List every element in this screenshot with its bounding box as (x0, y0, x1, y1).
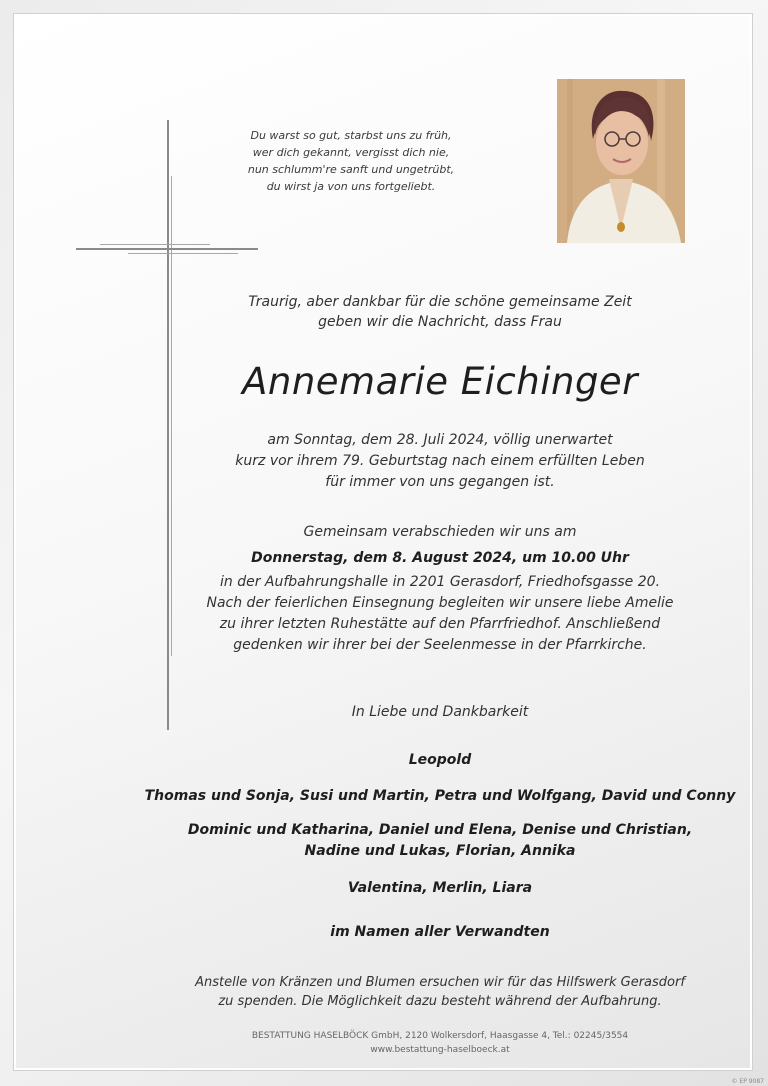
announcement-line: für immer von uns gegangen ist. (325, 474, 555, 490)
intro-text (180, 292, 700, 332)
family-grandchildren (180, 820, 700, 862)
intro-line: geben wir die Nachricht, dass Frau (318, 314, 562, 330)
cross-horizontal-line (76, 248, 258, 250)
donation-line: zu spenden. Die Möglichkeit dazu besteht während der Aufbahrung. (218, 994, 662, 1009)
deceased-name: Annemarie Eichinger (242, 360, 638, 403)
funeral-date: Donnerstag, dem 8. August 2024, um 10.00 Uhr (251, 550, 629, 566)
family-relatives: im Namen aller Verwandten (330, 924, 550, 940)
donation-note (180, 973, 700, 1011)
verse-line: Du warst so gut, starbst uns zu früh, (250, 129, 452, 142)
announcement-line: kurz vor ihrem 79. Geburtstag nach einem erfüllten Leben (235, 453, 645, 469)
funeral-home-website: www.bestattung-haselboeck.at (370, 1045, 510, 1055)
farewell-heading: Gemeinsam verabschieden wir uns am (303, 524, 577, 540)
verse-line: nun schlumm're sanft und ungetrübt, (247, 163, 455, 176)
family-spouse: Leopold (408, 752, 472, 768)
funeral-home-address: BESTATTUNG HASELBÖCK GmbH, 2120 Wolkersdorf, Haasgasse 4, Tel.: 02245/3554 (251, 1031, 629, 1041)
memorial-verse (236, 127, 466, 195)
announcement-text (180, 430, 700, 493)
cross-horizontal-line-thin (100, 244, 210, 245)
cross-horizontal-line-thin (128, 253, 238, 254)
cross-vertical-line (167, 120, 169, 730)
grandchildren-line: Nadine und Lukas, Florian, Annika (304, 843, 576, 859)
funeral-home-footer (180, 1029, 700, 1057)
closing-text: In Liebe und Dankbarkeit (351, 704, 529, 720)
funeral-detail-line: Nach der feierlichen Einsegnung begleiten wir unsere liebe Amelie (206, 595, 674, 611)
funeral-detail-line: in der Aufbahrungshalle in 2201 Gerasdorf, Friedhofsgasse 20. (219, 574, 661, 590)
portrait-image (557, 79, 685, 243)
funeral-detail-line: gedenken wir ihrer bei der Seelenmesse in der Pfarrkirche. (233, 637, 647, 653)
funeral-details (180, 522, 700, 656)
family-children: Thomas und Sonja, Susi und Martin, Petra und Wolfgang, David und Conny (144, 788, 736, 804)
announcement-line: am Sonntag, dem 28. Juli 2024, völlig unerwartet (267, 432, 613, 448)
verse-line: wer dich gekannt, vergisst dich nie, (252, 146, 450, 159)
portrait-photo (557, 79, 685, 243)
verse-line: du wirst ja von uns fortgeliebt. (266, 180, 436, 193)
intro-line: Traurig, aber dankbar für die schöne gemeinsame Zeit (248, 294, 632, 310)
donation-line: Anstelle von Kränzen und Blumen ersuchen wir für das Hilfswerk Gerasdorf (195, 975, 685, 990)
family-greatgrandchildren: Valentina, Merlin, Liara (347, 880, 533, 896)
grandchildren-line: Dominic und Katharina, Daniel und Elena, Denise und Christian, (187, 822, 693, 838)
funeral-detail-line: zu ihrer letzten Ruhestätte auf den Pfarrfriedhof. Anschließend (219, 616, 661, 632)
print-code: © EP 9087 (731, 1078, 764, 1085)
